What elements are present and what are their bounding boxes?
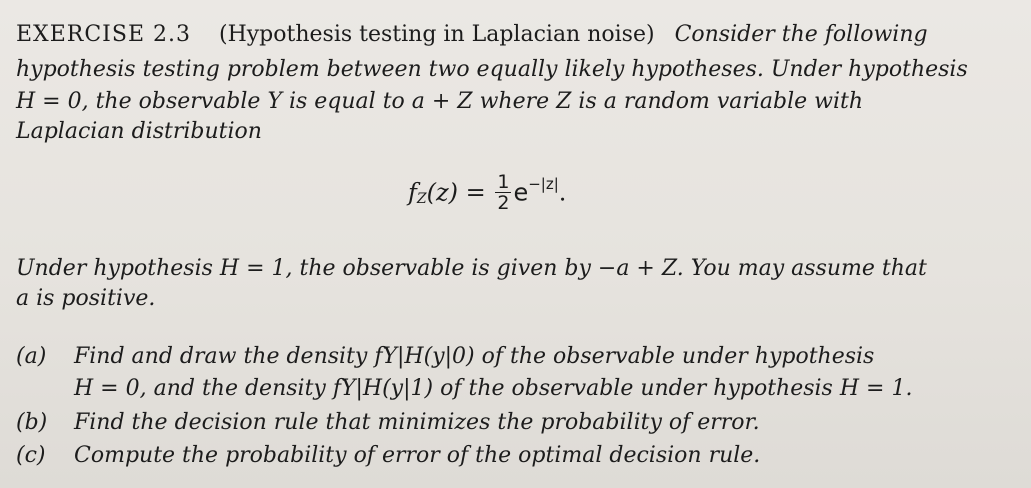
paragraph2-line-1: Under hypothesis H = 1, the observable is given by −a + Z. You may assume that <box>16 256 927 281</box>
formula-sub: Z <box>416 191 427 207</box>
exercise-heading-line <box>16 20 928 50</box>
formula-fraction <box>495 172 511 213</box>
paragraph2-line-2: a is positive. <box>16 286 156 311</box>
formula-exponent: −|z| <box>528 175 559 193</box>
exercise-intro-2: hypothesis testing problem between two equally likely hypotheses. Under hypothesis <box>16 57 968 82</box>
formula-arg: (z) = <box>426 178 486 207</box>
part-a-line-2: H = 0, and the density fY|H(y|1) of the observable under hypothesis H = 1. <box>74 376 913 401</box>
fraction-denominator: 2 <box>497 192 510 214</box>
exercise-intro-4: Laplacian distribution <box>16 119 262 144</box>
formula-f: f <box>408 178 417 207</box>
laplacian-density-formula <box>408 172 566 232</box>
part-a-label: (a) <box>16 344 47 369</box>
exercise-title: (Hypothesis testing in Laplacian noise) <box>218 22 655 47</box>
formula-base: e <box>513 178 529 207</box>
part-c-label: (c) <box>16 443 46 468</box>
formula-tail: . <box>558 178 567 207</box>
part-c-line-1: Compute the probability of error of the optimal decision rule. <box>74 443 761 468</box>
exercise-label: EXERCISE 2.3 <box>16 22 191 47</box>
exercise-intro-3: H = 0, the observable Y is equal to a + Z where Z is a random variable with <box>16 89 864 114</box>
part-a-line-1: Find and draw the density fY|H(y|0) of the observable under hypothesis <box>74 344 875 369</box>
exercise-intro-1: Consider the following <box>674 22 928 47</box>
part-b-label: (b) <box>16 410 48 435</box>
fraction-numerator: 1 <box>497 171 510 193</box>
part-b-line-1: Find the decision rule that minimizes the probability of error. <box>74 410 760 435</box>
